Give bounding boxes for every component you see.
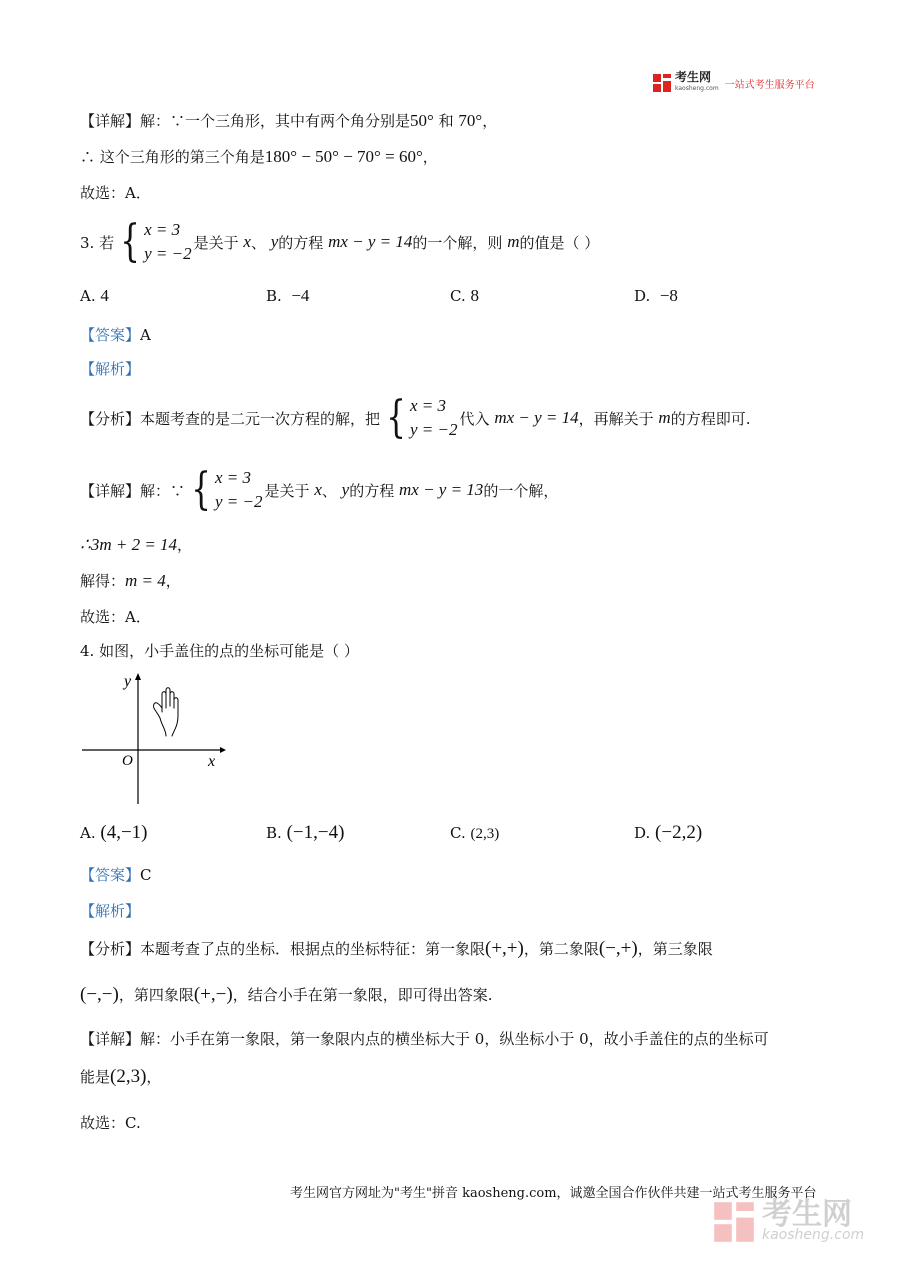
sign-pair: (−,+) [598,938,638,959]
logo-sub: kaosheng.com [675,85,719,92]
sign-pair: (−,−) [80,984,119,1005]
q3-step1 [80,534,192,555]
text: 能是 [80,1068,111,1086]
var: y [341,480,350,499]
q2-detail-line1 [80,110,497,131]
x-label: x [208,753,216,770]
q3-stem [80,218,599,266]
value: (4,−1) [100,822,148,843]
text: 是关于 [193,233,239,252]
var: y [270,232,279,251]
equation-system: { x = 3 y = −2 [120,216,192,267]
text: 的一个解，则 [412,233,503,252]
equation: m = 4 [125,571,166,590]
site-logo [652,72,815,94]
point: (2,3) [110,1066,147,1087]
text: ， [165,572,181,590]
text: ， [422,148,438,166]
text: ，第二象限 [523,940,599,958]
logo-icon [652,73,672,93]
text: 【详解】解：∵一个三角形，其中有两个角分别是 [80,112,411,130]
text: ，第四象限 [118,986,194,1004]
q4-analysis-line2 [80,984,492,1006]
q3-analysis [80,394,750,442]
text: 和 [433,112,459,130]
value: (−1,−4) [286,822,345,843]
text: ， [482,112,498,130]
q4-detail-line2 [80,1066,161,1088]
q4-option-a [80,822,148,844]
q3-option-c [450,286,479,306]
answer-tag: 【答案】 [80,326,141,344]
q3-option-b [266,286,309,306]
q4-option-c [450,824,499,843]
q4-stem: 4. 如图，小手盖住的点的坐标可能是（ ） [80,642,359,660]
q3-option-d [634,286,678,306]
label: A. [80,824,96,842]
x-arrow [220,747,226,753]
text: ，第三象限 [637,940,713,958]
var: x [314,480,322,499]
sign-pair: (+,+) [485,938,524,959]
equation-system: { x = 3 y = −2 [386,392,458,443]
q4-option-d [634,822,702,844]
equation-system: { x = 3 y = −2 [191,464,263,515]
y-arrow [135,673,141,680]
text: ， [177,536,193,554]
angle2: 70° [458,111,483,130]
watermark [712,1197,865,1244]
q3-step2 [80,570,181,591]
text: 解得： [80,572,126,590]
equation: mx − y = 14 [328,232,413,251]
label: A. [80,287,96,305]
eq-row: y = −2 [410,420,458,439]
eq-row: x = 3 [215,468,252,487]
text: ， [146,1068,162,1086]
eq-row: x = 3 [144,220,181,239]
watermark-sub: kaosheng.com [762,1227,865,1243]
label: B. [266,287,282,305]
q4-detail-line1: 【详解】解：小手在第一象限，第一象限内点的横坐标大于 0，纵坐标小于 0，故小手盖住的点的坐标可 [80,1030,769,1048]
q3-choice: 故选：A． [80,608,151,626]
text: ，结合小手在第一象限，即可得出答案. [232,986,493,1004]
q2-detail-line2 [80,146,438,167]
q4-analysis-tag: 【解析】 [80,902,141,920]
text: 、 [250,233,266,252]
text: 的方程 [278,233,324,252]
q3-analysis-tag: 【解析】 [80,360,141,378]
hand-icon [153,688,178,736]
sign-pair: (+,−) [193,984,233,1005]
watermark-text: 考生网 [762,1197,852,1232]
logo-text: 考生网 [675,70,712,84]
value: 8 [470,286,479,305]
value: −4 [291,286,310,305]
label: C. [450,287,466,305]
equation: ∴3m + 2 = 14 [80,535,178,554]
q4-answer [80,864,152,885]
answer-value: C [140,866,152,884]
value: (2,3) [470,826,500,842]
question-number: 3. 若 [80,233,115,252]
footer-text: 考生网官方网址为"考生"拼音 kaosheng.com，诚邀全国合作伙伴共建一站式考生服务平台 [290,1186,817,1201]
angle-expression: 180° − 50° − 70° = 60° [264,147,423,166]
q3-option-a [80,286,109,306]
angle1: 50° [410,111,434,130]
coordinate-figure [80,668,230,808]
text: 是关于 [264,481,310,500]
eq-row: y = −2 [215,492,263,511]
text: 的值是（ ） [519,233,600,252]
label: D. [634,287,651,305]
text: 的方程即可. [670,409,751,428]
eq-row: x = 3 [410,396,447,415]
q2-choice: 故选：A． [80,184,151,202]
equation: mx − y = 14 [494,408,579,427]
text: 代入 [459,409,490,428]
header-slogan: 一站式考生服务平台 [724,79,815,91]
text: 的方程 [349,481,395,500]
y-label: y [124,673,132,690]
label: D. [634,824,651,842]
text: 【详解】解：∵ [80,481,186,500]
eq-row: y = −2 [144,244,192,263]
equation: mx − y = 13 [399,480,484,499]
origin-label: O [122,753,133,769]
q4-option-b [266,822,344,844]
text: 【分析】本题考查的是二元一次方程的解，把 [80,409,381,428]
text: ∴ 这个三角形的第三个角是 [80,148,265,166]
text: 、 [321,481,337,500]
text: 【分析】本题考查了点的坐标．根据点的坐标特征：第一象限 [80,940,486,958]
watermark-logo-icon [712,1200,756,1244]
q3-detail [80,466,558,514]
answer-value: A [140,326,151,344]
q3-answer [80,324,151,345]
answer-tag: 【答案】 [80,866,141,884]
label: B. [266,824,282,842]
q4-choice: 故选：C. [80,1114,141,1132]
label: C. [450,824,466,842]
text: ，再解关于 [578,409,654,428]
q4-analysis-line1 [80,938,713,960]
text: 的一个解， [483,481,559,500]
value: −8 [659,286,678,305]
var: m [658,408,671,427]
value: 4 [100,286,109,305]
var: m [507,232,520,251]
value: (−2,2) [655,822,703,843]
var: x [243,232,251,251]
